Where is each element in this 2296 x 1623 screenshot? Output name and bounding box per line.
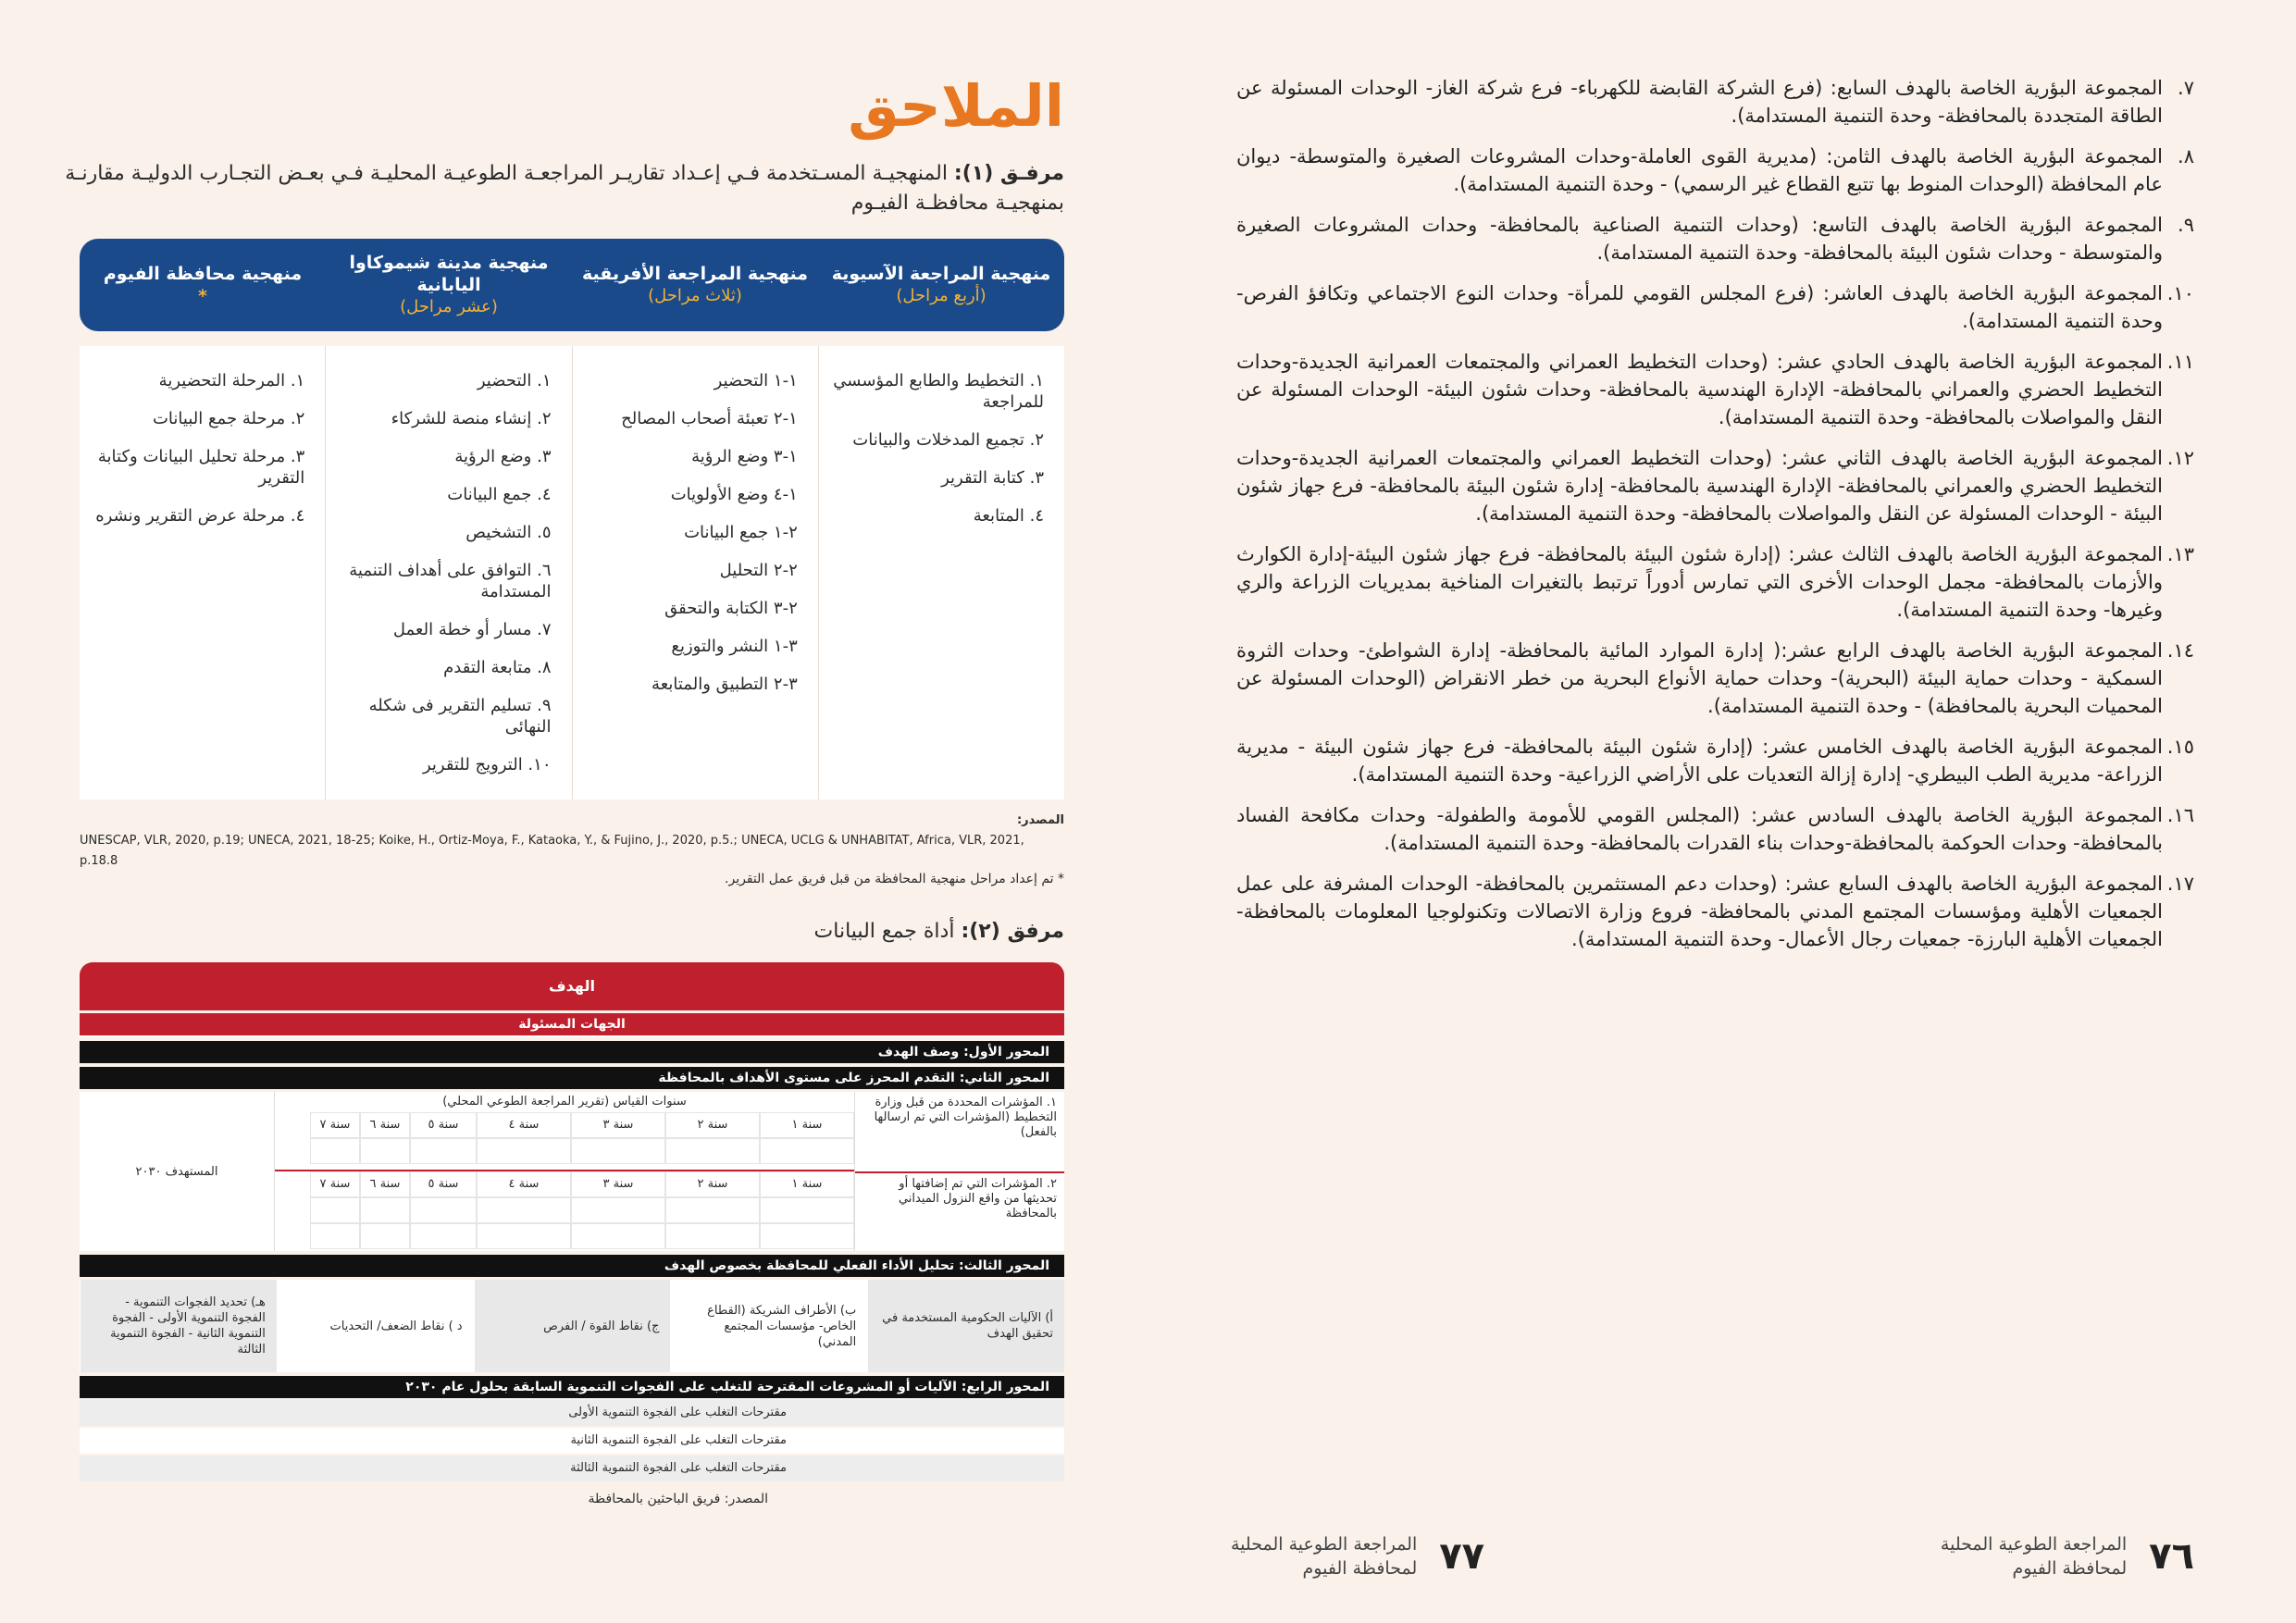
item-number: ١٠. [2166,282,2194,304]
method-header [80,239,326,331]
empty-cell [360,1138,410,1164]
item-number: ١٣. [2166,543,2194,565]
years-row-1 [275,1112,854,1138]
item-text: المجموعة البؤرية الخاصة بالهدف السابع: (فرع الشركة القابضة للكهرباء- فرع شركة الغاز- الوحدات المسئولة عن الطاقة المتجددة بالمحافظة- وحدة التنمية المستدامة). [1236,77,2163,127]
method-header [572,239,818,331]
method-header [818,239,1064,331]
list-item [1236,801,2194,857]
source-2: المصدر: فريق الباحثين بالمحافظة [588,1492,768,1506]
year-cell: سنة ١ [760,1171,854,1197]
axis-3: المحور الثالث: تحليل الأداء الفعلي للمحافظة بخصوص الهدف [80,1255,1064,1277]
empty-cell [760,1223,854,1249]
method-step: ٣. كتابة التقرير [941,468,1044,488]
annex1-caption: مرفـق (١): المنهجيـة المسـتخدمة فـي إعـداد تقاريـر المراجعـة الطوعيـة المحليـة فـي بعـض التجـارب الدوليـة مقارنـة بمنهجيـة محافظـة الفيـوم [65,162,1064,215]
empty-cell [410,1197,477,1223]
axis-1: المحور الأول: وصف الهدف [80,1041,1064,1063]
item-text: المجموعة البؤرية الخاصة بالهدف العاشر: (فرع المجلس القومي للمرأة- وحدات النوع الاجتماعي وتكافؤ الفرص- وحدة التنمية المستدامة). [1236,282,2163,332]
method-step: ١. المرحلة التحضيرية [158,371,305,390]
item-number: ٨. [2178,145,2194,167]
year-cell: سنة ٣ [571,1112,665,1138]
method-step: ٨. متابعة التقدم [443,658,552,677]
year-cell: سنة ٤ [477,1171,571,1197]
focus-groups-list [1236,74,2194,966]
list-item [1236,733,2194,788]
item-text: المجموعة البؤرية الخاصة بالهدف الثالث عشر: (إدارة شئون البيئة بالمحافظة- فرع جهاز شئون البيئة-إدارة الكوارث والأزمات بالمحافظة- مجمل الوحدات الأخرى التي تمارس أدوراً ترتبط بالتغيرات المناخية بمديريات الزراعة والري وغيرها- وحدة التنمية المستدامة). [1236,543,2163,621]
page-number: ٧٧ [1439,1535,1485,1578]
list-item [1236,279,2194,335]
item-number: ١٧. [2166,873,2194,895]
item-text: المجموعة البؤرية الخاصة بالهدف الرابع عشر:( إدارة الموارد المائية بالمحافظة- إدارة الشواطئ- وحدات الثروة السمكية - وحدات حماية البيئة (البحرية)- وحدات حماية الأنواع البحرية من خطر الانقراض (الوحدات المسئولة عن المحميات البحرية بالمحافظة) - وحدة التنمية المستدامة). [1236,639,2163,717]
responsible-header: الجهات المسئولة [80,1013,1064,1037]
list-item [1236,637,2194,720]
year-cell: سنة ٢ [665,1112,760,1138]
list-item [1236,870,2194,953]
item-text: المجموعة البؤرية الخاصة بالهدف الحادي عشر: (وحدات التخطيط العمراني والمجتمعات العمرانية الجديدة-وحدات التخطيط الحضري والعمراني بالمحافظة- الإدارة الهندسية بالمحافظة- وحدات شئون البيئة- الوحدات المسئولة عن النقل والمواصلات بالمحافظة- وحدة التنمية المستدامة). [1236,351,2163,428]
method-step: ١. التخطيط والطابع المؤسسي للمراجعة [833,371,1044,412]
empty-cell [665,1223,760,1249]
method-step: ٤. المتابعة [973,506,1044,526]
method-stages: (عشر مراحل) [400,297,498,316]
method-stages: * [198,286,207,306]
method-step: ٢. تجميع المدخلات والبيانات [852,430,1044,450]
page-76 [1148,0,2296,1623]
method-step: ٩. تسليم التقرير فى شكله النهائى [368,696,552,737]
empty-cell [410,1223,477,1249]
item-text: المجموعة البؤرية الخاصة بالهدف السابع عشر: (وحدات دعم المستثمرين بالمحافظة- الوحدات المشرفة على عمل الجمعيات الأهلية ومؤسسات المجتمع المدني بالمحافظة- فروع وزارة الاتصالات وتكنولوجيا المعلومات بالمحافظة- الجمعيات الأهلية البارزة- جمعيات رجال الأعمال- وحدة التنمية المستدامة). [1236,873,2163,950]
footer-title: المراجعة الطوعية المحلية لمحافظة الفيوم [1231,1534,1418,1579]
analysis-cell: د ) نقاط الضعف/ التحديات [277,1280,474,1372]
method-stages: (ثلاث مراحل) [648,286,742,305]
method-title: منهجية مدينة شيموكاوا اليابانية [349,253,549,295]
empty-cell [360,1197,410,1223]
target-2030: المستهدف ٢٠٣٠ [135,1164,218,1179]
empty-cell [410,1138,477,1164]
performance-analysis-row [80,1280,1064,1372]
item-text: المجموعة البؤرية الخاصة بالهدف السادس عشر: (المجلس القومي للأمومة والطفولة- وحدات مكافحة الفساد بالمحافظة- وحدات الحوكمة بالمحافظة-وحدات بناء القدرات بالمحافظة- وحدة التنمية المستدامة). [1236,804,2163,854]
empty-cell [310,1197,360,1223]
empty-cell [310,1223,360,1249]
method-step: ٦. التوافق على أهداف التنمية المستدامة [349,561,552,601]
item-number: ٩. [2178,214,2194,236]
year-cell: سنة ٤ [477,1112,571,1138]
item-text: المجموعة البؤرية الخاصة بالهدف الثامن: (مديرية القوى العاملة-وحدات المشروعات الصغيرة والمتوسطة- ديوان عام المحافظة (الوحدات المنوط بها تتبع القطاع غير الرسمي) - وحدة التنمية المستدامة). [1236,145,2163,195]
list-item [1236,211,2194,266]
item-number: ١١. [2166,351,2194,373]
footer-left [1231,1532,1484,1580]
year-cell: سنة ١ [760,1112,854,1138]
method-steps [325,346,571,799]
indicators-grid [80,1092,1064,1251]
empty-cell [571,1138,665,1164]
method-step: ٣. مرحلة تحليل البيانات وكتابة التقرير [97,447,305,488]
data-collection-tool [80,962,1064,1481]
annex2-caption: مرفق (٢): أداة جمع البيانات [813,920,1064,943]
method-steps [572,346,818,799]
page-title: الملاحق [848,72,1064,140]
years-row-2 [275,1170,854,1197]
footer-title: المراجعة الطوعية المحلية لمحافظة الفيوم [1940,1534,2128,1579]
proposal-row: مقترحات التغلب على الفجوة التنموية الثالثة [80,1456,1064,1481]
list-item [1236,444,2194,527]
empty-cell [477,1138,571,1164]
empty-cell [665,1197,760,1223]
item-text: المجموعة البؤرية الخاصة بالهدف الخامس عشر: (إدارة شئون البيئة بالمحافظة- فرع جهاز شئون البيئة - مديرية الزراعة- مديرية الطب البيطري- إدارة إزالة التعديات على الأراضي الزراعية- وحدة التنمية المستدامة). [1236,736,2163,786]
list-item [1236,540,2194,624]
source-block: المصدر: UNESCAP, VLR, 2020, p.19; UNECA, 2021, 18-25; Koike, H., Ortiz-Moya, F., Kataoka, Y., & Fujino, J., 2020, p.5.; UNECA, UCLG & UNHABITAT, Africa, VLR, 2021, p.18.8 [80,813,1064,868]
method-header [326,239,572,331]
empty-cell [571,1223,665,1249]
method-step: ٤. مرحلة عرض التقرير ونشره [95,506,305,526]
empty-cell [477,1197,571,1223]
year-cell: سنة ٢ [665,1171,760,1197]
indicator-2: ٢. المؤشرات التي تم إضافتها أو تحديثها من واقع النزول الميداني بالمحافظة [855,1171,1064,1251]
method-title: منهجية المراجعة الآسيوية [831,264,1051,284]
year-cell: سنة ٣ [571,1171,665,1197]
methods-table-body [80,346,1064,799]
method-step: ١-١ التحضير [714,371,798,390]
method-step: ٣-٢ التطبيق والمتابعة [652,675,798,694]
proposal-row: مقترحات التغلب على الفجوة التنموية الأولى [80,1400,1064,1426]
method-stages: (أربع مراحل) [896,286,987,305]
empty-cell [477,1223,571,1249]
item-number: ١٤. [2166,639,2194,662]
analysis-cell: هـ) تحديد الفجوات التنموية - الفجوة التنموية الأولى - الفجوة التنموية الثانية - الفجوة التنموية الثالثة [80,1280,277,1372]
method-step: ١-٣ وضع الرؤية [691,447,798,466]
method-step: ٢. إنشاء منصة للشركاء [391,409,552,428]
year-cell: سنة ٧ [310,1112,360,1138]
empty-cell [360,1223,410,1249]
proposal-row: مقترحات التغلب على الفجوة التنموية الثانية [80,1428,1064,1454]
empty-cell [760,1138,854,1164]
years-header: سنوات القياس (تقرير المراجعة الطوعي المحلي) [442,1095,687,1109]
method-steps [80,346,325,799]
year-cell: سنة ٦ [360,1171,410,1197]
item-number: ٧. [2178,77,2194,99]
method-step: ٤. جمع البيانات [447,485,552,504]
years-area [274,1092,855,1251]
footer-right [1941,1532,2194,1580]
empty-cell [665,1138,760,1164]
method-title: منهجية محافظة الفيوم [103,264,303,284]
item-number: ١٢. [2166,447,2194,469]
list-item [1236,74,2194,130]
year-cell: سنة ٧ [310,1171,360,1197]
methods-table [80,239,1064,799]
method-title: منهجية المراجعة الأفريقية [582,264,808,284]
method-steps [818,346,1064,799]
axis-4: المحور الرابع: الآليات أو المشروعات المقترحة للتغلب على الفجوات التنموية السابقة بحلول عام ٢٠٣٠ [80,1376,1064,1398]
method-step: ٢. مرحلة جمع البيانات [152,409,305,428]
method-step: ٢-١ جمع البيانات [684,523,798,542]
item-text: المجموعة البؤرية الخاصة بالهدف الثاني عشر: (وحدات التخطيط العمراني والمجتمعات العمرانية الجديدة-وحدات التخطيط الحضري والعمراني بالمحافظة- الإدارة الهندسية بالمحافظة- إدارة شئون البيئة بالمحافظة- فرع جهاز شئون البيئة - الوحدات المسئولة عن النقل والمواصلات بالمحافظة- وحدة التنمية المستدامة). [1236,447,2163,525]
item-text: المجموعة البؤرية الخاصة بالهدف التاسع: (وحدات التنمية الصناعية بالمحافظة- وحدات المشروعات الصغيرة والمتوسطة - وحدات شئون البيئة بالمحافظة- وحدة التنمية المستدامة). [1236,214,2163,264]
method-step: ٢-٢ التحليل [719,561,798,580]
method-note: * تم إعداد مراحل منهجية المحافظة من قبل فريق عمل التقرير. [725,872,1064,886]
list-item [1236,142,2194,198]
empty-cell [571,1197,665,1223]
year-cell: سنة ٦ [360,1112,410,1138]
indicator-1: ١. المؤشرات المحددة من قبل وزارة التخطيط (المؤشرات التي تم ارسالها بالفعل) [874,1096,1057,1139]
method-step: ١٠. الترويج للتقرير [422,755,552,774]
method-step: ٣-١ النشر والتوزيع [671,637,798,656]
empty-cell [310,1138,360,1164]
methods-table-header [80,239,1064,331]
goal-header: الهدف [80,962,1064,1010]
year-cell: سنة ٥ [410,1112,477,1138]
year-cell: سنة ٥ [410,1171,477,1197]
axis-2: المحور الثاني: التقدم المحرز على مستوى الأهداف بالمحافظة [80,1067,1064,1089]
analysis-cell: ج) نقاط القوة / الفرص [474,1280,671,1372]
list-item [1236,348,2194,431]
method-step: ٥. التشخيص [465,523,552,542]
method-step: ٧. مسار أو خطة العمل [392,620,552,639]
method-step: ٢-٣ الكتابة والتحقق [664,599,798,618]
method-step: ١-٤ وضع الأولويات [670,485,798,504]
analysis-cell: أ) الآليات الحكومية المستخدمة في تحقيق الهدف [867,1280,1064,1372]
item-number: ١٦. [2166,804,2194,826]
item-number: ١٥. [2166,736,2194,758]
method-step: ١. التحضير [477,371,552,390]
analysis-cell: ب) الأطراف الشريكة (القطاع الخاص- مؤسسات المجتمع المدني) [670,1280,867,1372]
method-step: ١-٢ تعبئة أصحاب المصالح [621,409,798,428]
method-step: ٣. وضع الرؤية [454,447,552,466]
proposals-list [80,1400,1064,1481]
page-number: ٧٦ [2149,1535,2194,1578]
empty-cell [760,1197,854,1223]
